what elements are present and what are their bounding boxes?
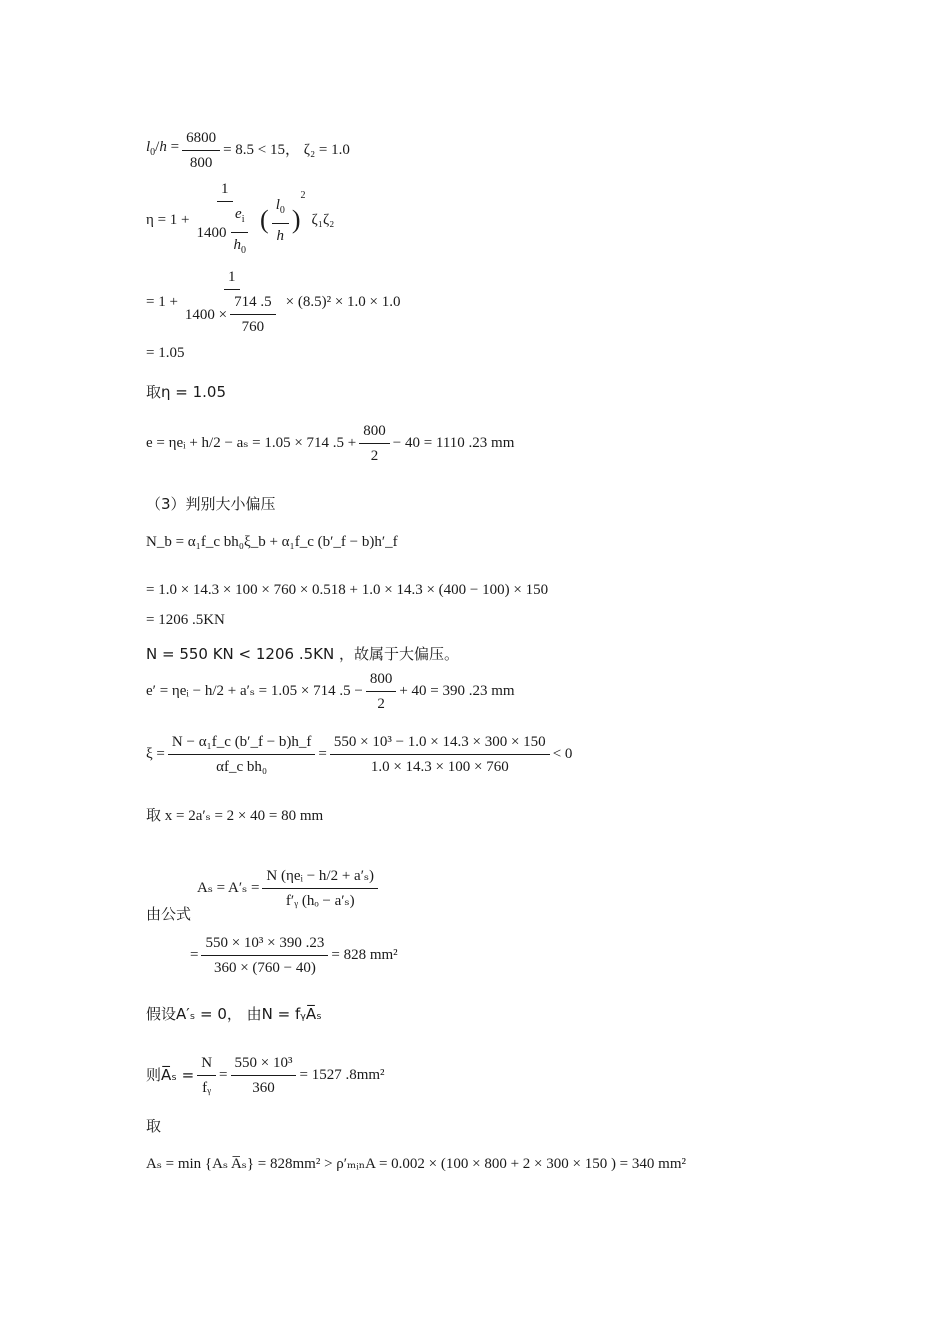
formula-lhs: Aₛ = A′ₛ = bbox=[197, 880, 260, 896]
formula-tail: = 1527 .8mm² bbox=[299, 1067, 385, 1083]
formula-prefix: e = ηeᵢ + h/2 − aₛ = 1.05 × 714 .5 + bbox=[146, 435, 357, 451]
denominator bbox=[193, 202, 258, 261]
numerator: 714 .5 bbox=[230, 292, 276, 315]
formula-eta-definition: η = 1 + 1 1400 $\frac{e_i}{h_0}$ ( $\frac{l_0}{h}$ ) 2 ζ₁ζ₂ bbox=[146, 182, 334, 258]
fraction bbox=[168, 732, 316, 777]
formula-prefix: = bbox=[190, 947, 199, 963]
fraction bbox=[193, 179, 258, 261]
numerator: N (ηeᵢ − h/2 + a′ₛ) bbox=[262, 866, 378, 889]
denominator: 2 bbox=[370, 447, 379, 464]
numerator: 550 × 10³ − 1.0 × 14.3 × 300 × 150 bbox=[330, 732, 550, 755]
numerator: 800 bbox=[359, 421, 390, 444]
fraction bbox=[201, 933, 328, 978]
denominator: $h_0$ bbox=[233, 237, 247, 256]
denominator: fᵧ bbox=[202, 1079, 212, 1096]
formula-prefix: ξ = bbox=[146, 746, 165, 762]
formula-prefix: = 1 + bbox=[146, 294, 178, 310]
formula-prefix: η = 1 + bbox=[146, 212, 190, 228]
formula-eta-substitution bbox=[146, 266, 401, 338]
numerator: N bbox=[197, 1053, 216, 1076]
formula-nb-definition: N_b = α₁f_c bh₀ξ_b + α₁f_c (b′_f − b)h′_f bbox=[146, 534, 398, 550]
den-constant: 1400 × bbox=[184, 306, 228, 323]
denominator: 760 bbox=[241, 319, 265, 335]
denominator: h bbox=[276, 227, 285, 244]
formula-tail: = 8.5 < 15， ζ₂ = 1.0 bbox=[223, 142, 350, 158]
equals: = bbox=[318, 746, 327, 762]
take-x: 取 x = 2a′ₛ = 2 × 40 = 80 mm bbox=[146, 808, 324, 824]
numerator: 800 bbox=[366, 669, 397, 692]
inner-fraction bbox=[230, 292, 276, 337]
formula-e-prime bbox=[146, 668, 515, 714]
formula-tail: < 0 bbox=[552, 746, 573, 762]
denominator: 800 bbox=[189, 154, 213, 171]
numerator: 550 × 10³ × 390 .23 bbox=[201, 933, 328, 956]
denominator: f′ᵧ (hₒ − a′ₛ) bbox=[285, 892, 355, 909]
numerator: 550 × 10³ bbox=[231, 1053, 297, 1076]
formula-eta-result: = 1.05 bbox=[146, 345, 185, 361]
paren-right: ) bbox=[291, 205, 301, 234]
formula-as-result bbox=[190, 932, 398, 978]
numerator: 1 bbox=[217, 179, 233, 202]
denominator bbox=[181, 290, 283, 337]
inner-fraction bbox=[230, 204, 251, 261]
fraction bbox=[231, 1053, 297, 1098]
l0-over-h-fraction bbox=[272, 195, 289, 246]
large-eccentricity-statement: N = 550 KN < 1206 .5KN ，故属于大偏压。 bbox=[146, 645, 459, 663]
numerator: 6800 bbox=[182, 128, 220, 151]
formula-prefix: 则A̅ₛ = bbox=[146, 1066, 195, 1084]
formula-as-final: Aₛ = min {Aₛ A̅ₛ} = 828mm² > ρ′ₘᵢₙA = 0.002 × (100 × 800 + 2 × 300 × 150 ) = 340 mm² bbox=[146, 1156, 686, 1172]
fraction bbox=[330, 732, 550, 777]
formula-prefix: e′ = ηeᵢ − h/2 + a′ₛ = 1.05 × 714 .5 − bbox=[146, 683, 363, 699]
formula-eccentricity bbox=[146, 420, 514, 466]
take-label: 取 bbox=[146, 1117, 162, 1135]
fraction bbox=[359, 421, 390, 466]
denominator: 2 bbox=[377, 695, 385, 712]
formula-tail: × (8.5)² × 1.0 × 1.0 bbox=[285, 294, 401, 310]
formula-nb-result: = 1206 .5KN bbox=[146, 612, 225, 628]
denominator: 360 bbox=[252, 1079, 275, 1096]
formula-tail: ζ₁ζ₂ bbox=[311, 212, 335, 228]
fraction bbox=[181, 267, 283, 337]
assumption-statement: 假设A′ₛ = 0， 由N = fᵧA̅ₛ bbox=[146, 1005, 322, 1023]
fraction bbox=[182, 128, 220, 173]
formula-slenderness bbox=[146, 128, 350, 172]
numerator: 1 bbox=[224, 267, 240, 290]
l0-over-h: $l_0/h$ = bbox=[146, 139, 180, 158]
paren-left: ( bbox=[260, 205, 269, 234]
equals: = bbox=[219, 1067, 228, 1083]
formula-xi bbox=[146, 730, 572, 778]
formula-tail: + 40 = 390 .23 mm bbox=[399, 683, 515, 699]
denominator: 1.0 × 14.3 × 100 × 760 bbox=[370, 758, 509, 775]
formula-tail: − 40 = 1110 .23 mm bbox=[392, 435, 515, 451]
numerator: $l_0$ bbox=[272, 195, 289, 224]
formula-tail: = 828 mm² bbox=[331, 947, 398, 963]
fraction bbox=[366, 669, 397, 714]
denominator: 360 × (760 − 40) bbox=[213, 959, 316, 976]
numerator: $e_i$ bbox=[231, 204, 248, 233]
numerator: N − α₁f_c (b′_f − b)h_f bbox=[168, 732, 316, 755]
section-heading: （3）判别大小偏压 bbox=[146, 495, 276, 513]
formula-as bbox=[146, 852, 381, 924]
fraction bbox=[197, 1053, 216, 1098]
formula-as-bar bbox=[146, 1052, 385, 1098]
formula-prefix: 由公式 bbox=[146, 905, 192, 923]
formula-nb-substitution: = 1.0 × 14.3 × 100 × 760 × 0.518 + 1.0 × 14.3 × (400 − 100) × 150 bbox=[146, 582, 549, 598]
fraction bbox=[262, 866, 378, 911]
take-eta: 取η = 1.05 bbox=[146, 383, 227, 401]
denominator: αf_c bh₀ bbox=[216, 758, 268, 775]
den-constant: 1400 bbox=[196, 224, 227, 241]
